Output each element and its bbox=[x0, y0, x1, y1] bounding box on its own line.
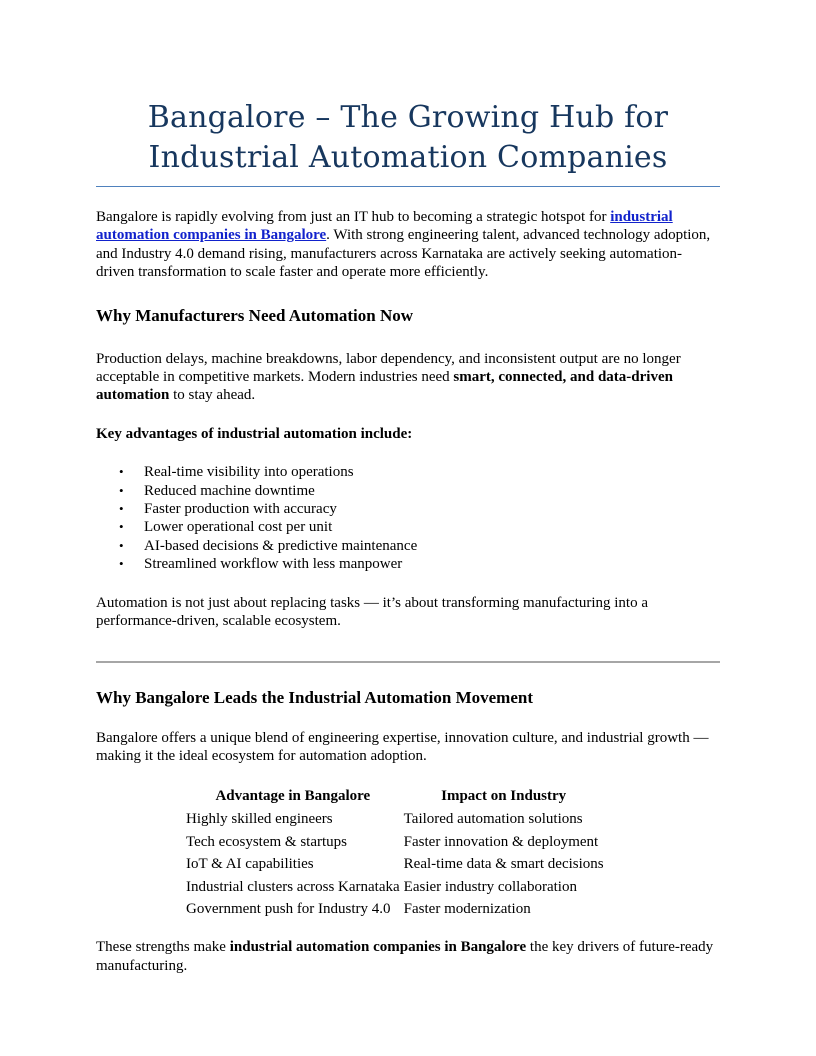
advantages-table bbox=[184, 787, 606, 920]
list-item-text: Real-time visibility into operations bbox=[144, 464, 354, 481]
table-row bbox=[184, 853, 606, 875]
table-cell-impact: Tailored automation solutions bbox=[403, 811, 583, 828]
bullet-icon: • bbox=[119, 482, 124, 498]
table-row bbox=[184, 831, 606, 853]
intro-paragraph bbox=[96, 208, 720, 282]
bullet-icon: • bbox=[119, 519, 124, 535]
section-heading-bangalore-leads: Why Bangalore Leads the Industrial Automation Movement bbox=[96, 687, 533, 707]
bullet-icon: • bbox=[119, 464, 124, 480]
list-item bbox=[119, 537, 720, 555]
list-item bbox=[119, 463, 720, 481]
table-cell-advantage: Industrial clusters across Karnataka bbox=[186, 878, 400, 895]
key-advantages-heading: Key advantages of industrial automation include: bbox=[96, 425, 413, 442]
table-header-impact: Impact on Industry bbox=[441, 788, 567, 805]
list-item-text: Reduced machine downtime bbox=[144, 482, 315, 499]
intro-text-end: . With strong engineering talent, advanced technology adoption, and Industry 4.0 demand rising, manufacturers across Karnataka are actively seeking automation-driven transformation to scale faster and operate more efficiently. bbox=[96, 227, 711, 281]
table-cell-advantage: IoT & AI capabilities bbox=[186, 856, 314, 873]
table-cell-impact: Faster modernization bbox=[403, 900, 531, 917]
title-underline bbox=[96, 186, 720, 187]
need-text-start: Production delays, machine breakdowns, labor dependency, and inconsistent output are no longer acceptable in competitive markets. Modern industries need bbox=[96, 350, 681, 386]
industrial-automation-link[interactable]: industrial automation companies in Bangalore bbox=[96, 209, 673, 244]
table-cell-impact: Real-time data & smart decisions bbox=[403, 856, 604, 873]
table-cell-impact: Easier industry collaboration bbox=[403, 878, 577, 895]
table-cell-advantage: Highly skilled engineers bbox=[186, 811, 333, 828]
table-body bbox=[184, 808, 606, 920]
strengths-text-end: the key drivers of future-ready manufacturing. bbox=[96, 939, 714, 974]
need-text-bold: smart, connected, and data-driven automation bbox=[96, 369, 673, 404]
page-title: Bangalore – The Growing Hub for Industrial Automation Companies bbox=[147, 100, 669, 175]
section-divider bbox=[96, 661, 720, 663]
table-cell-advantage: Government push for Industry 4.0 bbox=[186, 900, 391, 917]
list-item-text: Streamlined workflow with less manpower bbox=[144, 556, 403, 573]
table-cell-advantage: Tech ecosystem & startups bbox=[186, 833, 347, 850]
list-item-text: AI-based decisions & predictive maintenance bbox=[144, 537, 418, 554]
strengths-closing-paragraph bbox=[96, 938, 720, 975]
need-text-end: to stay ahead. bbox=[169, 387, 256, 404]
section-heading-why-need: Why Manufacturers Need Automation Now bbox=[96, 305, 414, 325]
list-item bbox=[119, 500, 720, 518]
table-row bbox=[184, 808, 606, 830]
bullet-icon: • bbox=[119, 556, 124, 572]
automation-closing-paragraph: Automation is not just about replacing tasks — it’s about transforming manufacturing into a performance-driven, scalable ecosystem. bbox=[96, 594, 648, 630]
list-item-text: Lower operational cost per unit bbox=[144, 519, 333, 536]
table-row bbox=[184, 898, 606, 920]
table-cell-impact: Faster innovation & deployment bbox=[403, 833, 599, 850]
list-item bbox=[119, 482, 720, 500]
bangalore-blend-paragraph: Bangalore offers a unique blend of engineering expertise, innovation culture, and industrial growth — making it the ideal ecosystem for automation adoption. bbox=[96, 729, 709, 764]
table-header-advantage: Advantage in Bangalore bbox=[215, 788, 371, 805]
table-row bbox=[184, 876, 606, 898]
bullet-icon: • bbox=[119, 501, 124, 517]
list-item bbox=[119, 555, 720, 573]
strengths-text-bold: industrial automation companies in Bangalore bbox=[229, 939, 527, 956]
automation-need-paragraph bbox=[96, 350, 720, 405]
document-page bbox=[96, 0, 720, 975]
advantages-list bbox=[96, 463, 720, 573]
table-header-row bbox=[184, 787, 606, 808]
intro-text-start: Bangalore is rapidly evolving from just an IT hub to becoming a strategic hotspot for bbox=[96, 209, 611, 225]
list-item-text: Faster production with accuracy bbox=[144, 501, 337, 518]
list-item bbox=[119, 518, 720, 536]
bullet-icon: • bbox=[119, 537, 124, 553]
strengths-text-start: These strengths make bbox=[96, 939, 230, 956]
